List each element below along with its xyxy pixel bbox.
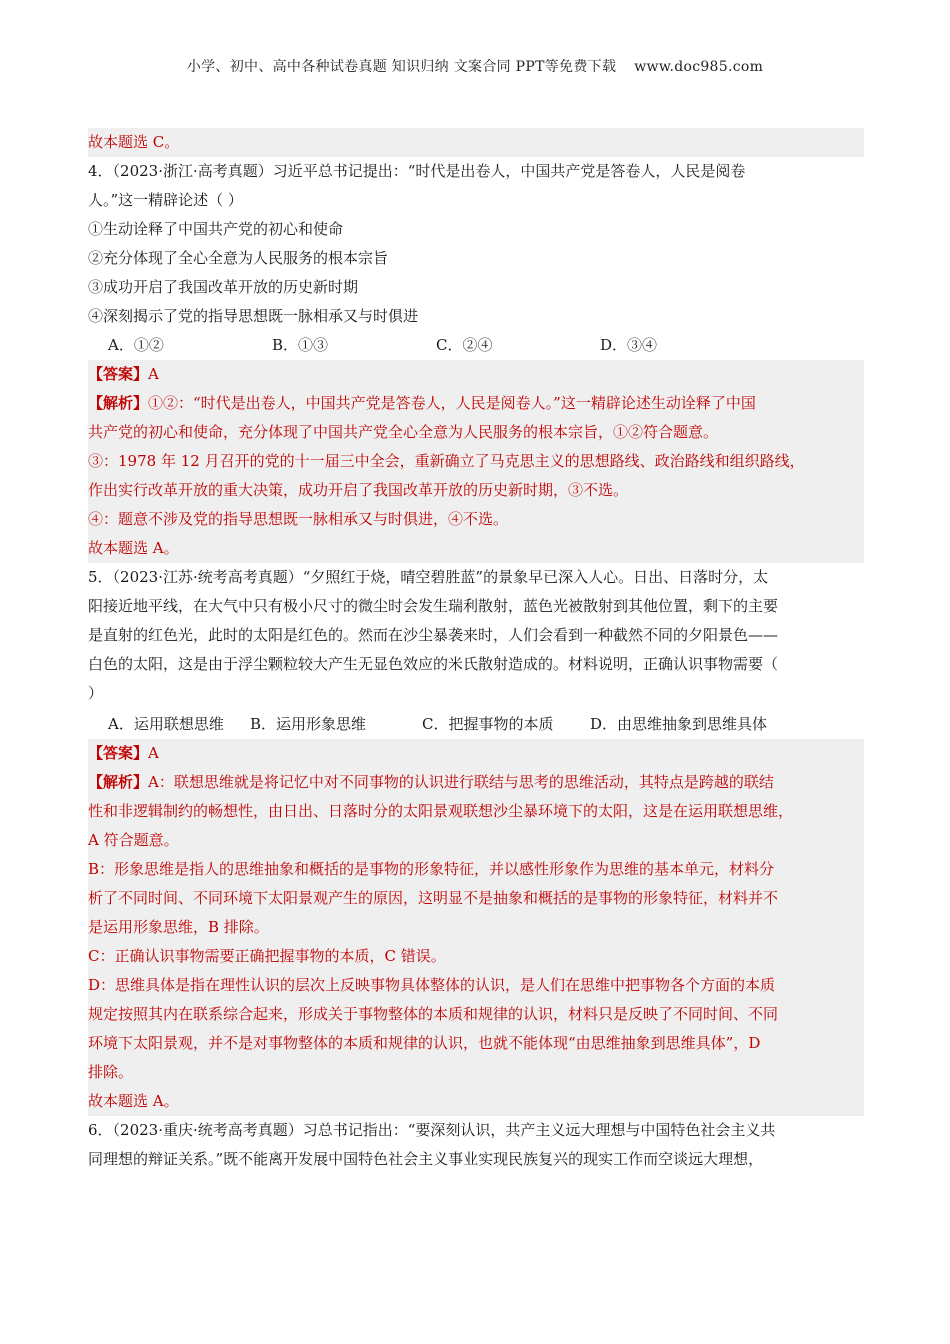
q5-analysis-line: 环境下太阳景观，并不是对事物整体的本质和规律的认识，也就不能体现“由思维抽象到思维具体”，D — [88, 1034, 761, 1052]
q4-analysis-line: ③：1978 年 12 月召开的党的十一届三中全会，重新确立了马克思主义的思想路线、政治路线和组织路线， — [88, 452, 805, 470]
q5-analysis-line: A 符合题意。 — [88, 831, 179, 849]
prev-conclusion: 故本题选 C。 — [88, 128, 864, 157]
document-body — [88, 128, 864, 1174]
q6-stem-line: 同理想的辩证关系。”既不能离开发展中国特色社会主义事业实现民族复兴的现实工作而空谈远大理想， — [88, 1150, 764, 1168]
q4-analysis-line: 共产党的初心和使命，充分体现了中国共产党全心全意为人民服务的根本宗旨，①②符合题意。 — [88, 423, 719, 441]
header-text: 小学、初中、高中各种试卷真题 知识归纳 文案合同 PPT等免费下载 — [186, 59, 617, 75]
q5-stem-line: 5．（2023·江苏·统考高考真题）“夕照红于烧，晴空碧胜蓝”的景象早已深入人心。日出、日落时分，太 — [88, 568, 769, 586]
q4-statement: ④深刻揭示了党的指导思想既一脉相承又与时俱进 — [88, 307, 419, 325]
q5-option-d: D．由思维抽象到思维具体 — [590, 715, 768, 733]
question-4 — [88, 157, 864, 563]
q5-stem-line: 是直射的红色光，此时的太阳是红色的。然而在沙尘暴袭来时，人们会看到一种截然不同的夕阳景色—— — [88, 626, 779, 644]
q4-option-b: B．①③ — [272, 336, 329, 354]
q5-analysis-line: 性和非逻辑制约的畅想性，由日出、日落时分的太阳景观联想沙尘暴环境下的太阳，这是在运用联想思维， — [88, 802, 794, 820]
q5-analysis-line: 是运用形象思维，B 排除。 — [88, 918, 269, 936]
page-header — [0, 56, 950, 76]
q5-analysis-text: A：联想思维就是将记忆中对不同事物的认识进行联结与思考的思维活动，其特点是跨越的联结 — [148, 773, 774, 791]
q4-option-c: C．②④ — [436, 336, 493, 354]
q5-answer-block — [88, 739, 864, 1116]
q5-option-c: C．把握事物的本质 — [422, 715, 554, 733]
q5-analysis-line: 规定按照其内在联系综合起来，形成关于事物整体的本质和规律的认识，材料只是反映了不同时间、不同 — [88, 1005, 779, 1023]
q5-analysis-label: 【解析】 — [88, 773, 149, 791]
q4-answer — [88, 360, 864, 389]
q5-analysis-line: 排除。 — [88, 1063, 134, 1081]
q6-stem-line: 6．（2023·重庆·统考高考真题）习总书记指出：“要深刻认识，共产主义远大理想与中国特色社会主义共 — [88, 1121, 776, 1139]
question-6 — [88, 1116, 864, 1174]
q5-analysis-line: C：正确认识事物需要正确把握事物的本质，C 错误。 — [88, 947, 446, 965]
q4-answer-block — [88, 360, 864, 563]
q5-analysis-line: D：思维具体是指在理性认识的层次上反映事物具体整体的认识，是人们在思维中把事物各个方面的本质 — [88, 976, 776, 994]
q4-answer-value: A — [148, 365, 159, 383]
q5-conclusion: 故本题选 A。 — [88, 1092, 179, 1110]
q5-options — [88, 710, 864, 739]
q5-analysis-line — [88, 768, 864, 797]
q5-option-a: A．运用联想思维 — [108, 715, 224, 733]
q5-answer-label: 【答案】 — [88, 744, 149, 762]
q5-stem-line: 阳接近地平线，在大气中只有极小尺寸的微尘时会发生瑞利散射，蓝色光被散射到其他位置，剩下的主要 — [88, 597, 779, 615]
q4-option-a: A．①② — [108, 336, 164, 354]
q4-analysis-line — [88, 389, 864, 418]
q5-answer-value: A — [148, 744, 159, 762]
q5-stem-line: ） — [88, 684, 104, 702]
header-url: www.doc985.com — [634, 59, 764, 75]
q4-statement: ②充分体现了全心全意为人民服务的根本宗旨 — [88, 249, 389, 267]
q5-analysis-line: B：形象思维是指人的思维抽象和概括的是事物的形象特征，并以感性形象作为思维的基本单元，材料分 — [88, 860, 775, 878]
q5-stem-line: 白色的太阳，这是由于浮尘颗粒较大产生无显色效应的米氏散射造成的。材料说明，正确认识事物需要（ — [88, 655, 779, 673]
q4-answer-label: 【答案】 — [88, 365, 149, 383]
q5-analysis-line: 析了不同时间、不同环境下太阳景观产生的原因，这明显不是抽象和概括的是事物的形象特征，材料并不 — [88, 889, 779, 907]
q4-stem-line: 4．（2023·浙江·高考真题）习近平总书记提出：“时代是出卷人，中国共产党是答卷人，人民是阅卷 — [88, 162, 746, 180]
question-5 — [88, 563, 864, 1116]
q4-statement: ①生动诠释了中国共产党的初心和使命 — [88, 220, 344, 238]
q5-option-b: B．运用形象思维 — [250, 715, 367, 733]
q4-analysis-text: ①②：“时代是出卷人，中国共产党是答卷人，人民是阅卷人。”这一精辟论述生动诠释了中国 — [148, 394, 756, 412]
q4-analysis-label: 【解析】 — [88, 394, 149, 412]
q4-conclusion: 故本题选 A。 — [88, 539, 179, 557]
q5-answer — [88, 739, 864, 768]
q4-option-d: D．③④ — [600, 336, 658, 354]
q4-stem-line: 人。”这一精辟论述（ ） — [88, 191, 243, 209]
q4-statement: ③成功开启了我国改革开放的历史新时期 — [88, 278, 359, 296]
q4-analysis-line: 作出实行改革开放的重大决策，成功开启了我国改革开放的历史新时期，③不选。 — [88, 481, 629, 499]
q4-options — [88, 331, 864, 360]
q4-analysis-line: ④：题意不涉及党的指导思想既一脉相承又与时俱进，④不选。 — [88, 510, 509, 528]
